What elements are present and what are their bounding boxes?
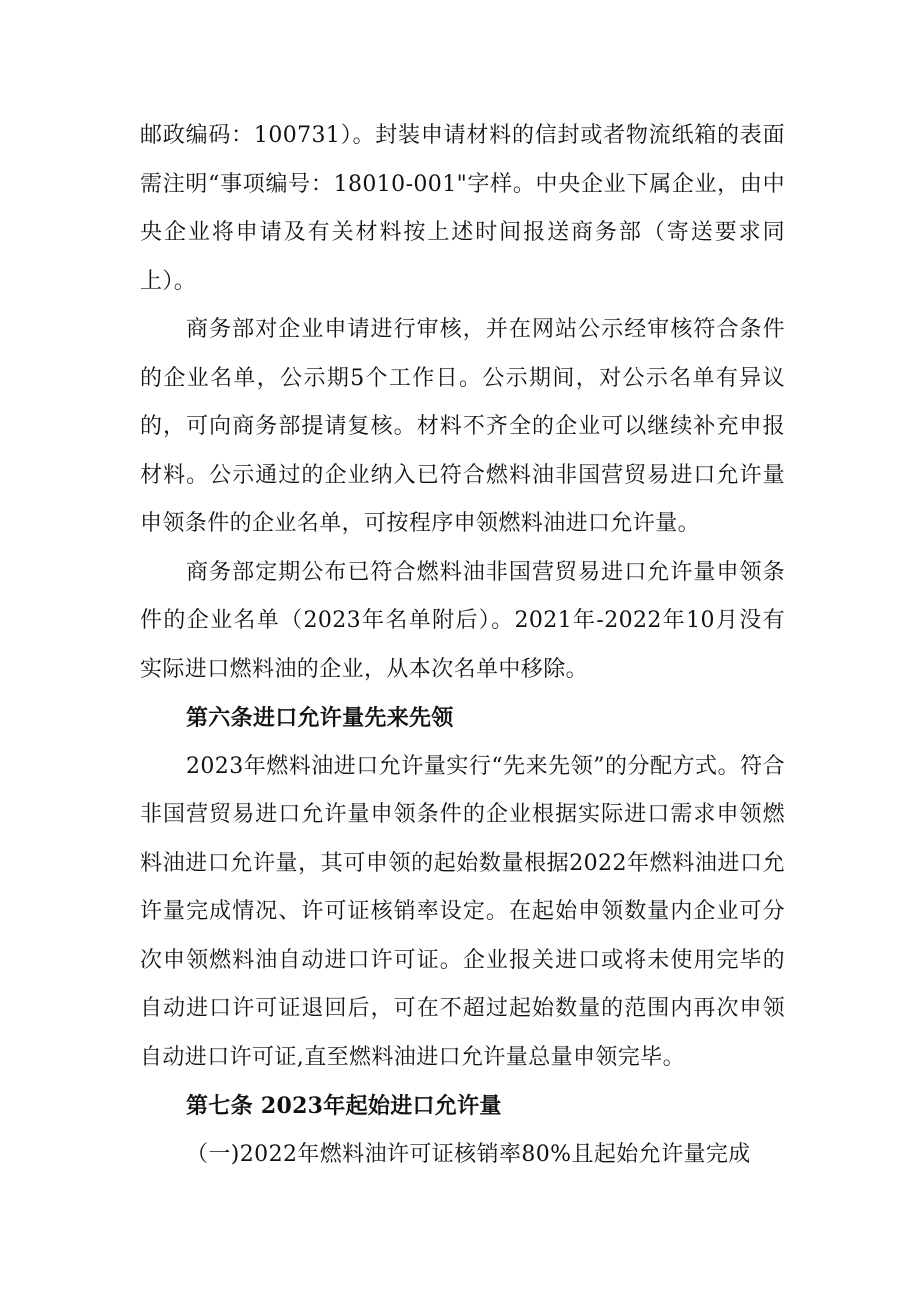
paragraph-item-one: （一)2022年燃料油许可证核销率80%且起始允许量完成 — [186, 1141, 751, 1167]
document-body — [140, 112, 785, 1179]
heading-article-six: 第六条进口允许量先来先领 — [186, 705, 454, 731]
paragraph-review-and-publicity: 商务部对企业申请进行审核，并在网站公示经审核符合条件的企业名单，公示期5个工作日。公示期间，对公示名单有异议的，可向商务部提请复核。材料不齐全的企业可以继续补充申报材料。公示通过的企业纳入已符合燃料油非国营贸易进口允许量申领条件的企业名单，可按程序申领燃料油进口允许量。 — [140, 317, 785, 536]
paragraph-first-come-first-served: 2023年燃料油进口允许量实行“先来先领”的分配方式。符合非国营贸易进口允许量申领条件的企业根据实际进口需求申领燃料油进口允许量，其可申领的起始数量根据2022年燃料油进口允许量完成情况、许可证核销率设定。在起始申领数量内企业可分次申领燃料油自动进口许可证。企业报关进口或将未使用完毕的自动进口许可证退回后，可在不超过起始数量的范围内再次申领自动进口许可证,直至燃料油进口允许量总量申领完毕。 — [140, 753, 785, 1070]
heading-article-seven: 第七条 2023年起始进口允许量 — [186, 1093, 502, 1119]
paragraph-enterprise-list: 商务部定期公布已符合燃料油非国营贸易进口允许量申领条件的企业名单（2023年名单附后）。2021年-2022年10月没有实际进口燃料油的企业，从本次名单中移除。 — [140, 559, 785, 682]
paragraph-postal-and-submission: 邮政编码：100731）。封装申请材料的信封或者物流纸箱的表面需注明“事项编号：18010-001"字样。中央企业下属企业，由中央企业将申请及有关材料按上述时间报送商务部（寄送要求同上）。 — [140, 123, 785, 294]
